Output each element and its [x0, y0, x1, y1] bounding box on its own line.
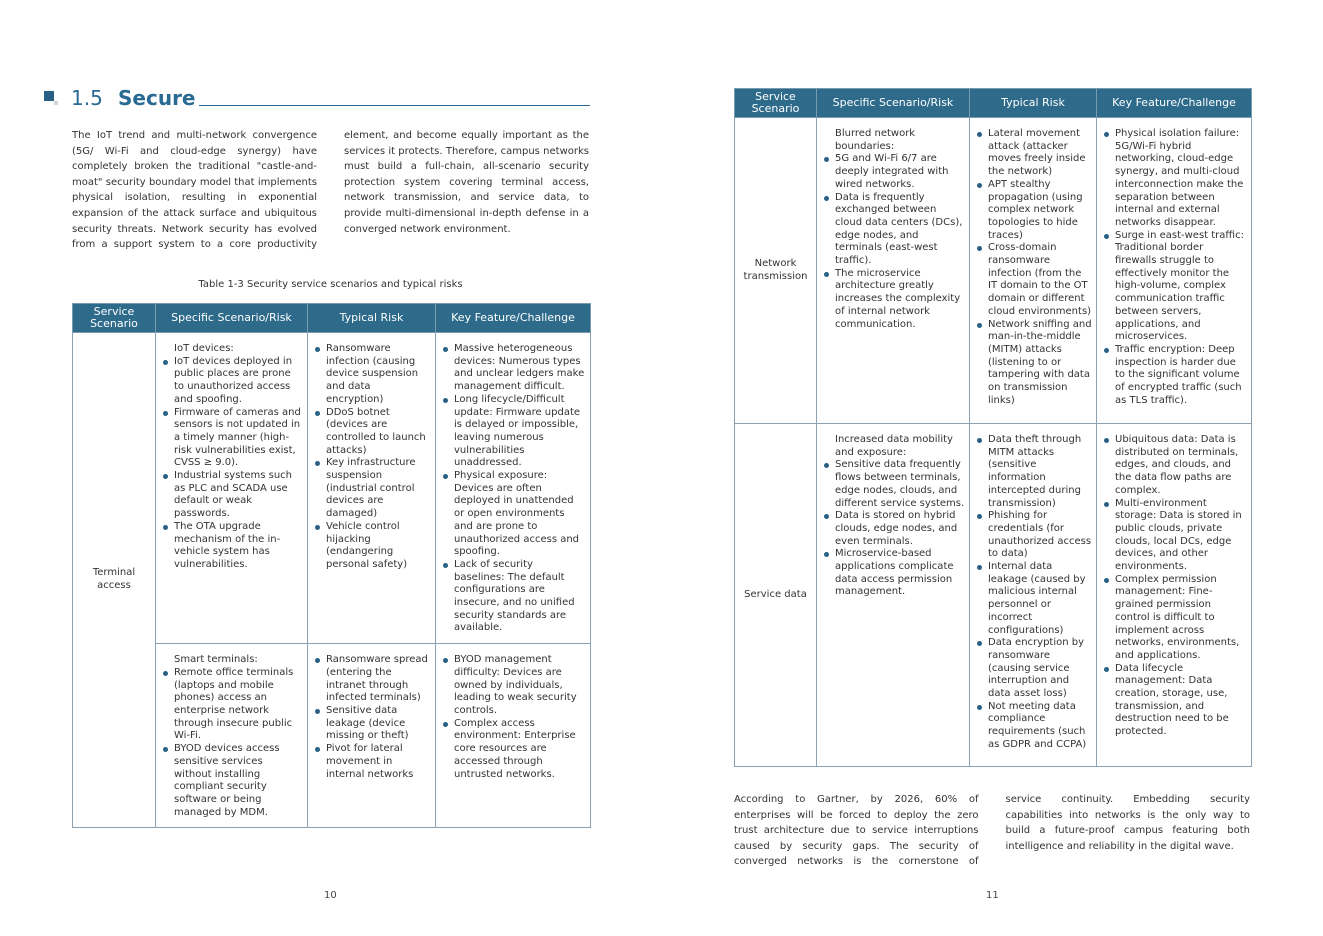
- scenario-cell: Service data: [735, 424, 817, 767]
- section-number: 1.5: [71, 86, 103, 110]
- section-heading: [44, 86, 590, 112]
- specific-cell: [817, 424, 970, 767]
- specific-cell: [156, 644, 308, 828]
- list-item: The microservice architecture greatly increases the complexity of internal network communication.: [821, 268, 965, 332]
- intro-text-columns: [72, 128, 589, 253]
- list-item: Ransomware spread (entering the intranet through infected terminals): [312, 654, 431, 705]
- section-marker-icon: [44, 91, 58, 105]
- header-key-feature: Key Feature/Challenge: [1097, 89, 1252, 118]
- header-typical-risk: Typical Risk: [308, 304, 436, 333]
- list-item: Multi-environment storage: Data is stored in public clouds, private clouds, local DCs, edge devices, and other environments.: [1101, 498, 1247, 574]
- list-item: Surge in east-west traffic: Traditional border firewalls struggle to effectively monitor the high-volume, complex communication traffic between servers, applications, and microservices.: [1101, 230, 1247, 344]
- list-item: Complex access environment: Enterprise core resources are accessed through untrusted networks.: [440, 718, 586, 782]
- header-specific-scenario: Specific Scenario/Risk: [156, 304, 308, 333]
- list-item: The OTA upgrade mechanism of the in-vehicle system has vulnerabilities.: [160, 521, 303, 572]
- list-item: Pivot for lateral movement in internal networks: [312, 743, 431, 781]
- list-item: Lack of security baselines: The default configurations are insecure, and no unified security standards are available.: [440, 559, 586, 635]
- header-service-scenario: Service Scenario: [73, 304, 156, 333]
- typical-cell: [308, 333, 436, 644]
- list-item: Traffic encryption: Deep inspection is harder due to the significant volume of encrypted traffic (such as TLS traffic).: [1101, 344, 1247, 408]
- intro-paragraph: The IoT trend and multi-network convergence (5G/ Wi-Fi and cloud-edge synergy) have completely broken the traditional "castle-and-moat" security boundary model that implements physical isolation, resulting in exponential expansion of the attack surface and ubiquitous security threats. Network security has evolved from a support system to a core productivity element, and become equally important as the services it protects. Therefore, campus networks must build a full-chain, all-scenario security protection system covering terminal access, network transmission, and service data, to provide multi-dimensional in-depth defense in a converged network environment.: [72, 130, 589, 251]
- list-item: BYOD management difficulty: Devices are owned by individuals, leading to weak security controls.: [440, 654, 586, 718]
- table-caption: Table 1-3 Security service scenarios and typical risks: [198, 279, 463, 290]
- list-item: BYOD devices access sensitive services without installing compliant security software or being managed by MDM.: [160, 743, 303, 819]
- list-item: Internal data leakage (caused by malicious internal personnel or incorrect configurations): [974, 561, 1092, 637]
- list-item: Data is frequently exchanged between cloud data centers (DCs), edge nodes, and terminals (east-west traffic).: [821, 192, 965, 268]
- key-cell: [436, 644, 591, 828]
- list-item: Remote office terminals (laptops and mobile phones) access an enterprise network through insecure public Wi-Fi.: [160, 667, 303, 743]
- header-key-feature: Key Feature/Challenge: [436, 304, 591, 333]
- table-row: [735, 118, 1252, 424]
- list-item: Data encryption by ransomware (causing service interruption and data asset loss): [974, 637, 1092, 701]
- left-page: [0, 0, 661, 936]
- typical-cell: [970, 118, 1097, 424]
- list-item: Long lifecycle/Difficult update: Firmware update is delayed or impossible, leaving numerous vulnerabilities unaddressed.: [440, 394, 586, 470]
- closing-text-columns: [734, 792, 1250, 870]
- list-item: Cross-domain ransomware infection (from the IT domain to the OT domain or different cloud environments): [974, 242, 1092, 318]
- specific-intro: Smart terminals:: [174, 654, 258, 666]
- security-table-right: [734, 88, 1252, 767]
- security-table-left: [72, 303, 591, 828]
- list-item: Physical isolation failure: 5G/Wi-Fi hybrid networking, cloud-edge synergy, and multi-cloud interconnection make the separation between internal and external networks disappear.: [1101, 128, 1247, 230]
- list-item: Sensitive data frequently flows between terminals, edge nodes, clouds, and different service systems.: [821, 459, 965, 510]
- list-item: 5G and Wi-Fi 6/7 are deeply integrated with wired networks.: [821, 153, 965, 191]
- list-item: Data theft through MITM attacks (sensitive information intercepted during transmission): [974, 434, 1092, 510]
- page-number: 10: [324, 890, 337, 901]
- page-number: 11: [986, 890, 999, 901]
- specific-cell: [817, 118, 970, 424]
- key-cell: [1097, 118, 1252, 424]
- key-cell: [436, 333, 591, 644]
- table-row: [73, 333, 591, 644]
- list-item: Key infrastructure suspension (industrial control devices are damaged): [312, 457, 431, 521]
- scenario-cell: Network transmission: [735, 118, 817, 424]
- list-item: Ransomware infection (causing device suspension and data encryption): [312, 343, 431, 407]
- list-item: Industrial systems such as PLC and SCADA use default or weak passwords.: [160, 470, 303, 521]
- list-item: Sensitive data leakage (device missing or theft): [312, 705, 431, 743]
- list-item: Data is stored on hybrid clouds, edge nodes, and even terminals.: [821, 510, 965, 548]
- list-item: Phishing for credentials (for unauthorized access to data): [974, 510, 1092, 561]
- specific-cell: [156, 333, 308, 644]
- list-item: Vehicle control hijacking (endangering personal safety): [312, 521, 431, 572]
- typical-cell: [970, 424, 1097, 767]
- table-row: [735, 424, 1252, 767]
- list-item: Ubiquitous data: Data is distributed on terminals, edges, and clouds, and the data flow paths are complex.: [1101, 434, 1247, 498]
- right-page: [662, 0, 1323, 936]
- specific-intro: IoT devices:: [174, 343, 234, 354]
- list-item: APT stealthy propagation (using complex network topologies to hide traces): [974, 179, 1092, 243]
- list-item: Data lifecycle management: Data creation, storage, use, transmission, and destruction need to be protected.: [1101, 663, 1247, 739]
- list-item: Complex permission management: Fine-grained permission control is difficult to implement across networks, environments, and applications.: [1101, 574, 1247, 663]
- header-typical-risk: Typical Risk: [970, 89, 1097, 118]
- list-item: IoT devices deployed in public places are prone to unauthorized access and spoofing.: [160, 356, 303, 407]
- list-item: Network sniffing and man-in-the-middle (MITM) attacks (listening to or tampering with data on transmission links): [974, 319, 1092, 408]
- header-specific-scenario: Specific Scenario/Risk: [817, 89, 970, 118]
- section-rule: [199, 105, 590, 106]
- list-item: Not meeting data compliance requirements (such as GDPR and CCPA): [974, 701, 1092, 752]
- list-item: Lateral movement attack (attacker moves freely inside the network): [974, 128, 1092, 179]
- key-cell: [1097, 424, 1252, 767]
- list-item: DDoS botnet (devices are controlled to launch attacks): [312, 407, 431, 458]
- list-item: Firmware of cameras and sensors is not updated in a timely manner (high-risk vulnerabilities exist, CVSS ≥ 9.0).: [160, 407, 303, 471]
- specific-intro: Blurred network boundaries:: [835, 128, 916, 152]
- specific-intro: Increased data mobility and exposure:: [835, 434, 953, 458]
- header-service-scenario: Service Scenario: [735, 89, 817, 118]
- closing-paragraph: According to Gartner, by 2026, 60% of enterprises will be forced to deploy the zero trust architecture due to service interruptions caused by security gaps. The security of converged networks is the cornerstone of service continuity. Embedding security capabilities into networks is the only way to build a future-proof campus featuring both intelligence and reliability in the digital wave.: [734, 794, 1250, 868]
- list-item: Massive heterogeneous devices: Numerous types and unclear ledgers make management difficult.: [440, 343, 586, 394]
- typical-cell: [308, 644, 436, 828]
- section-title: Secure: [118, 86, 196, 110]
- list-item: Physical exposure: Devices are often deployed in unattended or open environments and are prone to unauthorized access and spoofing.: [440, 470, 586, 559]
- scenario-cell: Terminal access: [73, 333, 156, 828]
- list-item: Microservice-based applications complicate data access permission management.: [821, 548, 965, 599]
